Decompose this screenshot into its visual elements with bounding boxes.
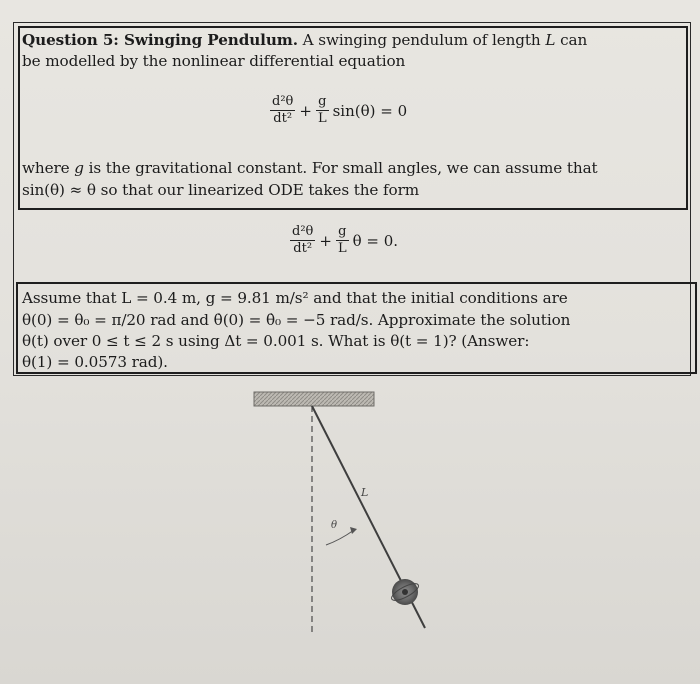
eq1-rest: sin(θ) = 0 xyxy=(332,101,408,120)
para3-line-1: Assume that L = 0.4 m, g = 9.81 m/s² and that the initial conditions are xyxy=(22,289,568,307)
linearized-equation: $\frac{\text{d²θ}}{\text{dt²}}$ + $\frac{g}{L}$ θ = 0. xyxy=(290,224,402,257)
ceiling-support xyxy=(254,392,374,406)
eq1-second-derivative: $\frac{\text{d²θ}}{\text{dt²}}$ xyxy=(272,94,294,126)
angle-label: θ xyxy=(331,520,338,531)
pendulum-bob xyxy=(389,579,420,605)
question-intro-b: can xyxy=(560,31,588,49)
question-intro-a: A swinging pendulum of length xyxy=(302,31,541,49)
para3-line-2: θ(0) = θ₀ = π/20 rad and θ̇(0) = θ̇₀ = −5 rad/s. Approximate the solution xyxy=(22,311,571,329)
angle-arrow-icon xyxy=(350,527,357,534)
length-variable: L xyxy=(545,31,556,49)
para2-line-1: where g is the gravitational constant. For small angles, we can assume that xyxy=(22,159,598,177)
question-line-2: be modelled by the nonlinear differential equation xyxy=(22,52,406,70)
question-title: Question 5: Swinging Pendulum. xyxy=(22,31,298,49)
nonlinear-equation: $\frac{\text{d²θ}}{\text{dt²}}$ + $\frac{g}{L}$ sin(θ) = 0 xyxy=(270,94,411,127)
eq2-rest: θ = 0. xyxy=(352,231,399,250)
length-label: L xyxy=(361,486,369,499)
para2-line-2: sin(θ) ≈ θ so that our linearized ODE takes the form xyxy=(22,181,420,199)
para3-line-3: θ(t) over 0 ≤ t ≤ 2 s using Δt = 0.001 s. What is θ(t = 1)? (Answer: xyxy=(22,332,530,350)
eq2-second-derivative: $\frac{\text{d²θ}}{\text{dt²}}$ xyxy=(292,224,314,256)
eq2-g-over-l: $\frac{g}{L}$ xyxy=(337,224,347,256)
angle-arc xyxy=(326,530,354,545)
gravity-variable: g xyxy=(74,159,84,177)
para3-line-4: θ(1) = 0.0573 rad). xyxy=(22,353,168,371)
eq1-g-over-l: $\frac{g}{L}$ xyxy=(317,94,327,126)
